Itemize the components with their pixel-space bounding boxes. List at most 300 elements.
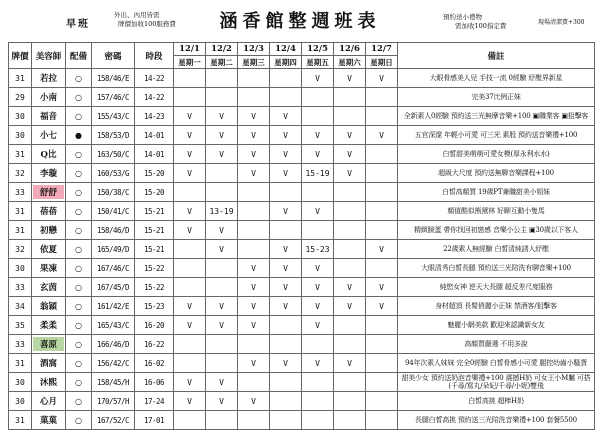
availability-cell [302, 107, 334, 126]
therapist-name: 菓菓 [39, 416, 57, 426]
therapist-name: 依夏 [39, 245, 57, 255]
therapist-row [9, 126, 595, 145]
therapist-name: 沐熙 [39, 378, 57, 388]
measurements-code-cell: 167/46/C [92, 259, 135, 278]
availability-cell: V [174, 126, 206, 145]
therapist-name: 玄茵 [39, 283, 57, 293]
availability-cell: V [334, 69, 366, 88]
availability-cell: V [334, 126, 366, 145]
price-cell: 30 [9, 373, 32, 392]
status-dot-cell: ○ [66, 335, 92, 354]
availability-cell: V [270, 164, 302, 183]
availability-cell: V [174, 373, 206, 392]
therapist-name-cell [32, 392, 66, 411]
availability-cell [238, 221, 270, 240]
therapist-name: 小七 [39, 131, 57, 141]
availability-cell: V [334, 354, 366, 373]
availability-cell: V [302, 354, 334, 373]
availability-cell: V [302, 297, 334, 316]
remark-cell: 全新素人0經驗 預約送三光無摩音樂+100 ▣職業客 ▣狙擊客 [398, 107, 595, 126]
therapist-name-cell [32, 354, 66, 373]
therapist-row [9, 316, 595, 335]
availability-cell [270, 411, 302, 430]
therapist-name-cell [32, 278, 66, 297]
remark-cell: 高顏質嚴選 不用多說 [398, 335, 595, 354]
booking-gift-note [443, 13, 506, 30]
availability-cell [270, 316, 302, 335]
status-dot-cell: ○ [66, 202, 92, 221]
availability-cell [174, 335, 206, 354]
page-title: 涵香館整週班表 [219, 11, 381, 32]
therapist-row [9, 392, 595, 411]
weekday-header: 星期二 [206, 56, 238, 69]
availability-cell [334, 411, 366, 430]
therapist-name-cell [32, 202, 66, 221]
date-header: 12/4 [270, 43, 302, 56]
therapist-row [9, 278, 595, 297]
measurements-code-cell: 150/41/C [92, 202, 135, 221]
column-header: 配備 [66, 43, 92, 69]
availability-cell: 15-23 [302, 240, 334, 259]
availability-cell [366, 88, 398, 107]
measurements-code-cell: 161/42/E [92, 297, 135, 316]
service-fee-note-line2: 牌價加收100服務費 [118, 19, 176, 28]
availability-cell [238, 411, 270, 430]
availability-cell: V [302, 69, 334, 88]
measurements-code-cell: 166/46/D [92, 335, 135, 354]
availability-cell: 15-19 [302, 164, 334, 183]
availability-cell [302, 411, 334, 430]
therapist-name-cell [32, 221, 66, 240]
availability-cell: V [366, 69, 398, 88]
shift-hours-cell: 15-21 [135, 240, 174, 259]
availability-cell [174, 354, 206, 373]
availability-cell [174, 278, 206, 297]
availability-cell: V [270, 202, 302, 221]
shift-hours-cell: 16-02 [135, 354, 174, 373]
weekday-header: 星期六 [334, 56, 366, 69]
status-dot-cell: ○ [66, 354, 92, 373]
availability-cell [334, 221, 366, 240]
price-cell: 33 [9, 183, 32, 202]
status-dot-cell: ○ [66, 183, 92, 202]
therapist-name: 福音 [39, 112, 57, 122]
therapist-row [9, 145, 595, 164]
therapist-row [9, 240, 595, 259]
price-cell: 32 [9, 164, 32, 183]
availability-cell [206, 183, 238, 202]
therapist-name: 喜原 [33, 337, 64, 351]
availability-cell: V [302, 145, 334, 164]
availability-cell [302, 88, 334, 107]
remark-cell: 魅麗小網美款 歡迎來認識新女友 [398, 316, 595, 335]
availability-cell: V [270, 297, 302, 316]
availability-cell: V [366, 297, 398, 316]
remark-cell: 精緻臉蛋 帶你找回初戀感 音樂小公主 ▣30歲以下客人 [398, 221, 595, 240]
column-header: 牌價 [9, 43, 32, 69]
column-header: 密碼 [92, 43, 135, 69]
shift-hours-cell: 14-01 [135, 145, 174, 164]
availability-cell: V [238, 316, 270, 335]
availability-cell [366, 259, 398, 278]
status-dot-cell: ○ [66, 164, 92, 183]
availability-cell [334, 392, 366, 411]
shift-label: 早班 [66, 19, 90, 30]
status-dot-cell: ○ [66, 107, 92, 126]
therapist-name: 蓓蓓 [39, 207, 57, 217]
availability-cell: V [206, 240, 238, 259]
remark-cell: 超級大尺度 預約送無聊音樂課程+100 [398, 164, 595, 183]
availability-cell [366, 221, 398, 240]
availability-cell: V [174, 392, 206, 411]
availability-cell [334, 107, 366, 126]
measurements-code-cell: 158/45/H [92, 373, 135, 392]
availability-cell [366, 183, 398, 202]
availability-cell: V [270, 145, 302, 164]
availability-cell: V [174, 316, 206, 335]
remark-cell: 完美37比例正妹 [398, 88, 595, 107]
price-cell: 31 [9, 354, 32, 373]
availability-cell [174, 88, 206, 107]
availability-cell [366, 335, 398, 354]
availability-cell [366, 202, 398, 221]
booking-gift-note-line2: 需加收100指定費 [455, 21, 507, 30]
price-cell: 29 [9, 88, 32, 107]
therapist-name-cell [32, 107, 66, 126]
availability-cell: V [238, 354, 270, 373]
availability-cell [302, 183, 334, 202]
availability-cell [174, 259, 206, 278]
availability-cell [206, 259, 238, 278]
therapist-row [9, 259, 595, 278]
price-cell: 33 [9, 335, 32, 354]
availability-cell: V [238, 164, 270, 183]
availability-cell [366, 316, 398, 335]
therapist-name-cell [32, 69, 66, 88]
therapist-name-cell [32, 259, 66, 278]
availability-cell: V [174, 202, 206, 221]
availability-cell: V [174, 107, 206, 126]
measurements-code-cell: 158/46/D [92, 221, 135, 240]
availability-cell [238, 240, 270, 259]
therapist-name-cell [32, 183, 66, 202]
remark-cell: 94年次素人妹妹 完全0經驗 白皙骨感小可愛 腿控幼齒小騷貨 [398, 354, 595, 373]
status-dot-cell: ○ [66, 240, 92, 259]
booking-gift-note-line1: 預約送小禮物 [443, 13, 482, 21]
availability-cell [174, 240, 206, 259]
therapist-name: 柔柔 [39, 321, 57, 331]
shift-hours-cell: 15-20 [135, 183, 174, 202]
availability-cell [334, 202, 366, 221]
measurements-code-cell: 157/46/C [92, 88, 135, 107]
therapist-row [9, 107, 595, 126]
availability-cell: V [270, 126, 302, 145]
therapist-name-cell [32, 88, 66, 107]
availability-cell: V [206, 107, 238, 126]
availability-cell: V [302, 202, 334, 221]
therapist-row [9, 411, 595, 430]
remark-cell: 白皙甜美萌萌可愛女模(厚永利水水) [398, 145, 595, 164]
availability-cell [366, 145, 398, 164]
weekday-header: 星期三 [238, 56, 270, 69]
therapist-row [9, 297, 595, 316]
availability-cell [238, 373, 270, 392]
availability-cell [174, 69, 206, 88]
measurements-code-cell: 163/50/C [92, 145, 135, 164]
price-cell: 31 [9, 145, 32, 164]
therapist-name-cell [32, 373, 66, 392]
price-cell: 30 [9, 259, 32, 278]
availability-cell: V [206, 316, 238, 335]
status-dot-cell: ○ [66, 221, 92, 240]
availability-cell [334, 259, 366, 278]
shift-hours-cell: 15-23 [135, 297, 174, 316]
availability-cell: V [302, 126, 334, 145]
measurements-code-cell: 170/57/H [92, 392, 135, 411]
price-cell: 35 [9, 316, 32, 335]
availability-cell [270, 183, 302, 202]
availability-cell: V [206, 221, 238, 240]
column-header: 美容師 [32, 43, 66, 69]
therapist-name-cell [32, 335, 66, 354]
page-header [0, 0, 600, 42]
therapist-name: 酒窩 [39, 359, 57, 369]
remark-cell: 顏值酷似熊黛林 好聊互動小隻馬 [398, 202, 595, 221]
schedule-table-body [9, 69, 595, 430]
measurements-code-cell: 156/42/C [92, 354, 135, 373]
remark-cell: 五官深邃 年輕小可愛 可三光 素股 預約送音樂禮+100 [398, 126, 595, 145]
therapist-name: 心月 [39, 397, 57, 407]
availability-cell: V [206, 373, 238, 392]
availability-cell: V [270, 240, 302, 259]
availability-cell: V [238, 145, 270, 164]
availability-cell [206, 164, 238, 183]
availability-cell: V [366, 126, 398, 145]
availability-cell: V [366, 278, 398, 297]
availability-cell [238, 335, 270, 354]
shift-hours-cell: 17-24 [135, 392, 174, 411]
availability-cell [302, 392, 334, 411]
availability-cell [270, 373, 302, 392]
availability-cell: V [334, 145, 366, 164]
price-cell: 30 [9, 107, 32, 126]
availability-cell [174, 411, 206, 430]
availability-cell [334, 240, 366, 259]
date-header: 12/2 [206, 43, 238, 56]
therapist-row [9, 373, 595, 392]
status-dot-cell: ○ [66, 88, 92, 107]
availability-cell [238, 202, 270, 221]
remark-cell: 白皙高顏質 19歲PT兼職甜美小姐妹 [398, 183, 595, 202]
therapist-row [9, 354, 595, 373]
remark-cell: 22歲素人無經驗 白皙清純誘人紓壓 [398, 240, 595, 259]
availability-cell: 13-19 [206, 202, 238, 221]
therapist-name-cell [32, 297, 66, 316]
availability-cell [270, 88, 302, 107]
status-dot-cell: ○ [66, 145, 92, 164]
availability-cell [334, 316, 366, 335]
therapist-name-cell [32, 164, 66, 183]
availability-cell: V [238, 297, 270, 316]
date-header: 12/5 [302, 43, 334, 56]
date-header: 12/6 [334, 43, 366, 56]
availability-cell [366, 411, 398, 430]
price-cell: 33 [9, 278, 32, 297]
availability-cell [270, 221, 302, 240]
availability-cell [206, 354, 238, 373]
measurements-code-cell: 160/53/G [92, 164, 135, 183]
measurements-code-cell: 158/53/D [92, 126, 135, 145]
availability-cell [206, 278, 238, 297]
therapist-row [9, 221, 595, 240]
availability-cell: V [206, 392, 238, 411]
remark-cell: 身材超頂 長髮俏麗小正妹 禁酒客/狙擊客 [398, 297, 595, 316]
availability-cell [302, 335, 334, 354]
availability-cell [206, 411, 238, 430]
therapist-row [9, 335, 595, 354]
availability-cell: V [270, 278, 302, 297]
date-header: 12/1 [174, 43, 206, 56]
therapist-name: Q比 [40, 150, 57, 160]
therapist-row [9, 202, 595, 221]
availability-cell: V [174, 221, 206, 240]
therapist-name: 李璇 [39, 169, 57, 179]
availability-cell [270, 69, 302, 88]
availability-cell [334, 335, 366, 354]
shift-hours-cell: 16-22 [135, 335, 174, 354]
availability-cell [366, 373, 398, 392]
availability-cell: V [206, 297, 238, 316]
column-header: 時段 [135, 43, 174, 69]
availability-cell [366, 392, 398, 411]
shift-hours-cell: 16-06 [135, 373, 174, 392]
availability-cell [206, 335, 238, 354]
date-header: 12/3 [238, 43, 270, 56]
price-cell: 31 [9, 202, 32, 221]
therapist-row [9, 88, 595, 107]
schedule-table-header [9, 43, 595, 69]
shift-hours-cell: 15-21 [135, 221, 174, 240]
status-dot-cell: ○ [66, 411, 92, 430]
measurements-code-cell: 150/38/C [92, 183, 135, 202]
availability-cell: V [174, 164, 206, 183]
price-cell: 32 [9, 240, 32, 259]
availability-cell: V [174, 145, 206, 164]
service-fee-note [114, 11, 176, 28]
service-fee-note-line1: 外出、內用皆需 [114, 11, 160, 19]
price-cell: 34 [9, 297, 32, 316]
measurements-code-cell: 158/46/E [92, 69, 135, 88]
remark-cell: 長腿白皙高挑 預約送三光陪洗音樂禮+100 套餐5500 [398, 411, 595, 430]
therapist-name: 若拉 [39, 74, 57, 84]
status-dot-cell: ○ [66, 69, 92, 88]
schedule-table [8, 42, 595, 430]
therapist-name-cell [32, 145, 66, 164]
availability-cell: V [206, 126, 238, 145]
availability-cell: V [270, 107, 302, 126]
therapist-name-cell [32, 126, 66, 145]
shift-hours-cell: 14-22 [135, 69, 174, 88]
remark-cell: 純慾女神 逆天大長腿 超反差尺度服務 [398, 278, 595, 297]
therapist-name-cell [32, 316, 66, 335]
measurements-code-cell: 165/43/C [92, 316, 135, 335]
shift-hours-cell: 14-01 [135, 126, 174, 145]
shift-hours-cell: 17-01 [135, 411, 174, 430]
availability-cell [206, 69, 238, 88]
availability-cell: V [366, 240, 398, 259]
status-dot-cell: ○ [66, 392, 92, 411]
measurements-code-cell: 167/52/C [92, 411, 135, 430]
availability-cell: V [270, 259, 302, 278]
availability-cell [238, 88, 270, 107]
shift-hours-cell: 15-20 [135, 164, 174, 183]
price-cell: 30 [9, 126, 32, 145]
availability-cell: V [238, 392, 270, 411]
shift-hours-cell: 15-21 [135, 202, 174, 221]
remark-cell: 大眼清秀白皙長腿 預約送三光陪洗有聊音樂+100 [398, 259, 595, 278]
status-dot-cell: ○ [66, 316, 92, 335]
measurements-code-cell: 165/49/D [92, 240, 135, 259]
therapist-name: 小南 [39, 93, 57, 103]
remark-cell: 白皙高挑 超棒H奶 [398, 392, 595, 411]
status-dot-cell: ○ [66, 259, 92, 278]
shift-hours-cell: 15-22 [135, 259, 174, 278]
availability-cell [366, 107, 398, 126]
therapist-row [9, 164, 595, 183]
availability-cell [334, 88, 366, 107]
availability-cell [334, 373, 366, 392]
availability-cell [302, 221, 334, 240]
therapist-name: 舒舒 [33, 185, 64, 199]
status-dot-cell: ○ [66, 297, 92, 316]
status-dot-cell: ● [66, 126, 92, 145]
availability-cell: V [334, 278, 366, 297]
availability-cell: V [334, 164, 366, 183]
remark-cell: 大眼骨感美人兒 手技一流 0經驗 紓壓界新星 [398, 69, 595, 88]
availability-cell [270, 392, 302, 411]
price-cell: 30 [9, 392, 32, 411]
therapist-name-cell [32, 411, 66, 430]
therapist-name: 果凍 [39, 264, 57, 274]
status-dot-cell: ○ [66, 373, 92, 392]
therapist-name: 初戀 [39, 226, 57, 236]
price-cell: 31 [9, 411, 32, 430]
therapist-row [9, 183, 595, 202]
date-header: 12/7 [366, 43, 398, 56]
availability-cell: V [302, 278, 334, 297]
availability-cell [238, 183, 270, 202]
weekday-header: 星期五 [302, 56, 334, 69]
availability-cell [206, 88, 238, 107]
availability-cell [270, 335, 302, 354]
availability-cell: V [238, 278, 270, 297]
price-cell: 31 [9, 221, 32, 240]
weekday-header: 星期一 [174, 56, 206, 69]
weekday-header: 星期日 [366, 56, 398, 69]
remark-cell: 甜美少女 預約送奶泡音樂禮+100 震撼H奶 可女王小M屬 可搭(千尋/寫丸/朵妃/千尋/小妮)雙飛 [398, 373, 595, 392]
shift-hours-cell: 14-22 [135, 88, 174, 107]
therapist-name: 翁穎 [39, 302, 57, 312]
availability-cell: V [238, 259, 270, 278]
availability-cell: V [206, 145, 238, 164]
availability-cell [366, 164, 398, 183]
availability-cell: V [238, 126, 270, 145]
availability-cell: V [174, 297, 206, 316]
shift-hours-cell: 16-20 [135, 316, 174, 335]
therapist-name-cell [32, 240, 66, 259]
remarks-column-header: 備註 [398, 43, 595, 69]
status-dot-cell: ○ [66, 278, 92, 297]
